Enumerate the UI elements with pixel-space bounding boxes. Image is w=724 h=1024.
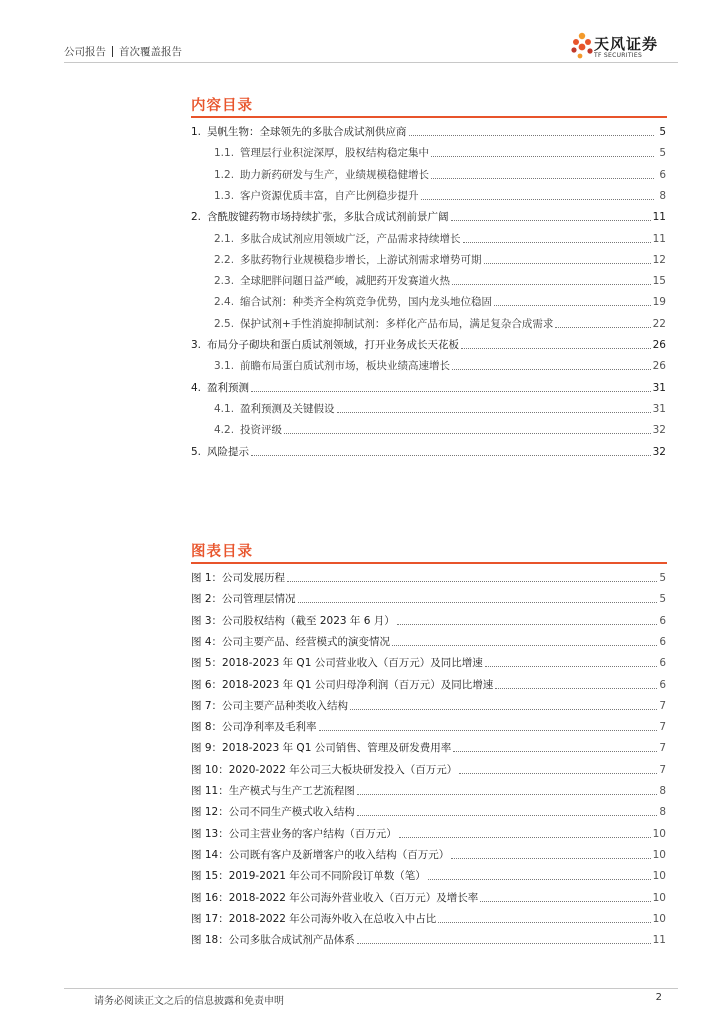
toc-item-number: 1. bbox=[191, 126, 202, 138]
figure-item-page: 5 bbox=[659, 593, 666, 606]
toc-item-number: 2.3. bbox=[214, 275, 235, 288]
toc-item[interactable] bbox=[191, 441, 666, 459]
toc-item-page: 31 bbox=[652, 381, 666, 394]
toc-item-number: 4.2. bbox=[214, 424, 235, 437]
toc-dot-leader bbox=[463, 242, 651, 243]
toc-dot-leader bbox=[251, 391, 651, 392]
figure-list-item[interactable] bbox=[191, 610, 666, 628]
figure-list-item[interactable] bbox=[191, 780, 666, 798]
footer-disclaimer: 请务必阅读正文之后的信息披露和免责申明 bbox=[94, 996, 284, 1007]
toc-item-label: 含酰胺键药物市场持续扩张，多肽合成试剂前景广阔 bbox=[207, 211, 449, 224]
toc-item-page: 5 bbox=[659, 147, 666, 160]
figure-list-item[interactable] bbox=[191, 844, 666, 862]
figure-dot-leader bbox=[357, 794, 658, 795]
figure-item-page: 6 bbox=[659, 635, 666, 648]
toc-item-number: 1.3. bbox=[214, 189, 235, 202]
toc-item-number: 2.5. bbox=[214, 317, 235, 330]
footer-divider bbox=[64, 988, 678, 989]
figure-item-label: 图 12：公司不同生产模式收入结构 bbox=[191, 806, 355, 819]
figure-item-page: 10 bbox=[652, 870, 666, 883]
toc-item-page: 32 bbox=[652, 445, 666, 458]
toc-dot-leader bbox=[555, 327, 650, 328]
figure-dot-leader bbox=[357, 943, 651, 944]
toc-item-number: 2.1. bbox=[214, 232, 235, 245]
figure-list-item[interactable] bbox=[191, 652, 666, 670]
figure-item-page: 10 bbox=[652, 827, 666, 840]
toc-dot-leader bbox=[484, 263, 651, 264]
figure-item-label: 图 17：2018-2022 年公司海外收入在总收入中占比 bbox=[191, 912, 437, 925]
toc-dot-leader bbox=[284, 433, 651, 434]
toc-item[interactable] bbox=[191, 206, 666, 224]
toc-item[interactable] bbox=[214, 270, 666, 288]
figure-item-label: 图 9：2018-2023 年 Q1 公司销售、管理及研发费用率 bbox=[191, 742, 452, 755]
toc-item-page: 31 bbox=[652, 402, 666, 415]
toc-item-label: 昊帆生物：全球领先的多肽合成试剂供应商 bbox=[207, 126, 407, 138]
figure-item-page: 10 bbox=[652, 848, 666, 861]
figure-list-item[interactable] bbox=[191, 716, 666, 734]
figure-item-label: 图 10：2020-2022 年公司三大板块研发投入（百万元） bbox=[191, 763, 458, 776]
figure-item-label: 图 13：公司主营业务的客户结构（百万元） bbox=[191, 827, 397, 840]
toc-dot-leader bbox=[494, 305, 651, 306]
figure-item-page: 8 bbox=[659, 785, 666, 797]
toc-title: 内容目录 bbox=[191, 98, 253, 114]
figure-item-label: 图 2：公司管理层情况 bbox=[191, 593, 296, 606]
figure-item-page: 6 bbox=[659, 657, 666, 670]
figure-item-label: 图 18：公司多肽合成试剂产品体系 bbox=[191, 934, 355, 947]
figure-item-label: 图 1：公司发展历程 bbox=[191, 572, 286, 584]
figure-dot-leader bbox=[459, 773, 657, 774]
toc-item-label: 多肽药物行业规模稳步增长，上游试剂需求增势可期 bbox=[240, 253, 482, 266]
toc-dot-leader bbox=[409, 135, 654, 136]
toc-item-number: 1.1. bbox=[214, 147, 235, 160]
figure-list-item[interactable] bbox=[191, 588, 666, 606]
figure-dot-leader bbox=[480, 901, 650, 902]
figure-dot-leader bbox=[350, 709, 657, 710]
toc-item[interactable] bbox=[214, 249, 666, 267]
figure-list-item[interactable] bbox=[191, 737, 666, 755]
figures-title: 图表目录 bbox=[191, 544, 253, 560]
toc-item-label: 保护试剂+手性消旋抑制试剂：多样化产品布局，满足复杂合成需求 bbox=[240, 317, 554, 330]
toc-dot-leader bbox=[452, 369, 651, 370]
figures-title-underline bbox=[191, 562, 667, 564]
header-separator bbox=[112, 46, 113, 57]
report-header-label bbox=[64, 44, 182, 59]
figure-dot-leader bbox=[428, 879, 651, 880]
toc-item-page: 26 bbox=[652, 339, 666, 351]
toc-item[interactable] bbox=[214, 291, 666, 309]
toc-item-page: 8 bbox=[659, 189, 666, 202]
figure-item-label: 图 16：2018-2022 年公司海外营业收入（百万元）及增长率 bbox=[191, 891, 479, 904]
brand-name-en: TF SECURITIES bbox=[594, 52, 643, 59]
figure-item-page: 8 bbox=[659, 806, 666, 819]
toc-item[interactable] bbox=[214, 228, 666, 246]
toc-item-page: 32 bbox=[652, 424, 666, 437]
toc-title-underline bbox=[191, 116, 667, 118]
figure-list-item[interactable] bbox=[191, 887, 666, 905]
figure-item-label: 图 8：公司净利率及毛利率 bbox=[191, 721, 317, 734]
figure-item-page: 7 bbox=[659, 699, 666, 712]
toc-item[interactable] bbox=[191, 377, 666, 395]
toc-item-label: 布局分子砌块和蛋白质试剂领域，打开业务成长天花板 bbox=[207, 339, 460, 351]
figure-item-page: 11 bbox=[652, 934, 666, 947]
toc-item-label: 盈利预测 bbox=[207, 381, 250, 394]
toc-item-label: 全球肥胖问题日益严峻，减肥药开发赛道火热 bbox=[240, 275, 451, 288]
figure-dot-leader bbox=[451, 858, 650, 859]
figure-list-item[interactable] bbox=[191, 801, 666, 819]
figure-item-page: 7 bbox=[659, 721, 666, 734]
toc-dot-leader bbox=[337, 412, 651, 413]
figure-dot-leader bbox=[392, 645, 657, 646]
toc-item-number: 2. bbox=[191, 211, 202, 224]
toc-item[interactable] bbox=[214, 164, 666, 182]
figure-list-item[interactable] bbox=[191, 759, 666, 777]
toc-item[interactable] bbox=[191, 121, 666, 139]
figure-dot-leader bbox=[399, 837, 651, 838]
toc-dot-leader bbox=[451, 220, 651, 221]
figure-dot-leader bbox=[298, 602, 658, 603]
figure-item-label: 图 5：2018-2023 年 Q1 公司营业收入（百万元）及同比增速 bbox=[191, 657, 483, 670]
toc-item-number: 2.2. bbox=[214, 253, 235, 266]
toc-item-page: 22 bbox=[652, 317, 666, 330]
toc-item-label: 缩合试剂：种类齐全构筑竞争优势，国内龙头地位稳固 bbox=[240, 296, 493, 309]
figure-item-page: 6 bbox=[659, 614, 666, 627]
figure-list-item[interactable] bbox=[191, 823, 666, 841]
figure-list-item[interactable] bbox=[191, 567, 666, 585]
toc-item[interactable] bbox=[191, 334, 666, 352]
toc-item-number: 3.1. bbox=[214, 360, 235, 373]
figure-list-item[interactable] bbox=[191, 908, 666, 926]
toc-item-number: 3. bbox=[191, 339, 202, 351]
toc-item-page: 15 bbox=[652, 275, 666, 288]
toc-dot-leader bbox=[461, 348, 651, 349]
toc-item-label: 投资评级 bbox=[240, 424, 283, 437]
figure-item-page: 5 bbox=[659, 572, 666, 584]
figure-dot-leader bbox=[453, 751, 657, 752]
toc-item[interactable] bbox=[214, 398, 666, 416]
toc-item-page: 11 bbox=[652, 211, 666, 224]
figure-list-item[interactable] bbox=[191, 865, 666, 883]
figure-list-item[interactable] bbox=[191, 631, 666, 649]
figure-item-page: 6 bbox=[659, 678, 666, 691]
toc-dot-leader bbox=[431, 178, 654, 179]
toc-item-label: 多肽合成试剂应用领域广泛，产品需求持续增长 bbox=[240, 232, 461, 245]
figure-item-label: 图 15：2019-2021 年公司不同阶段订单数（笔） bbox=[191, 870, 426, 883]
figure-item-label: 图 7：公司主要产品种类收入结构 bbox=[191, 699, 349, 712]
toc-item[interactable] bbox=[214, 419, 666, 437]
toc-item[interactable] bbox=[214, 355, 666, 373]
toc-item-page: 5 bbox=[659, 126, 666, 138]
figure-item-label: 图 3：公司股权结构（截至 2023 年 6 月） bbox=[191, 614, 395, 627]
figure-item-label: 图 6：2018-2023 年 Q1 公司归母净利润（百万元）及同比增速 bbox=[191, 678, 494, 691]
toc-item-label: 风险提示 bbox=[207, 445, 250, 458]
toc-dot-leader bbox=[251, 455, 651, 456]
toc-item-page: 26 bbox=[652, 360, 666, 373]
toc-item-label: 客户资源优质丰富，自产比例稳步提升 bbox=[240, 189, 419, 202]
figure-dot-leader bbox=[495, 688, 657, 689]
toc-item-number: 2.4. bbox=[214, 296, 235, 309]
toc-item-page: 12 bbox=[652, 253, 666, 266]
figure-item-label: 图 4：公司主要产品、经营模式的演变情况 bbox=[191, 635, 391, 648]
toc-item-page: 11 bbox=[652, 232, 666, 245]
toc-dot-leader bbox=[431, 156, 654, 157]
figure-item-page: 10 bbox=[652, 912, 666, 925]
toc-item[interactable] bbox=[214, 142, 666, 160]
figure-dot-leader bbox=[287, 581, 657, 582]
figure-dot-leader bbox=[319, 730, 658, 731]
header-divider bbox=[64, 62, 678, 63]
toc-item-label: 助力新药研发与生产，业绩规模稳健增长 bbox=[240, 168, 430, 181]
figure-list-item[interactable] bbox=[191, 674, 666, 692]
figure-list-item[interactable] bbox=[191, 695, 666, 713]
footer-page-number: 2 bbox=[655, 992, 662, 1003]
figure-item-label: 图 14：公司既有客户及新增客户的收入结构（百万元） bbox=[191, 848, 450, 861]
figure-item-page: 10 bbox=[652, 891, 666, 904]
toc-item-label: 盈利预测及关键假设 bbox=[240, 402, 335, 415]
report-subtype: 首次覆盖报告 bbox=[119, 46, 182, 58]
toc-item-number: 1.2. bbox=[214, 168, 235, 181]
figure-item-page: 7 bbox=[659, 763, 666, 776]
figure-dot-leader bbox=[485, 666, 658, 667]
toc-item-number: 5. bbox=[191, 445, 202, 458]
figure-dot-leader bbox=[357, 815, 658, 816]
toc-item-label: 管理层行业积淀深厚，股权结构稳定集中 bbox=[240, 147, 430, 160]
toc-dot-leader bbox=[452, 284, 651, 285]
toc-item-page: 19 bbox=[652, 296, 666, 309]
figure-dot-leader bbox=[397, 624, 658, 625]
toc-item-number: 4. bbox=[191, 381, 202, 394]
figure-list-item[interactable] bbox=[191, 929, 666, 947]
toc-dot-leader bbox=[421, 199, 654, 200]
toc-item-page: 6 bbox=[659, 168, 666, 181]
figure-item-page: 7 bbox=[659, 742, 666, 755]
figure-item-label: 图 11：生产模式与生产工艺流程图 bbox=[191, 785, 355, 797]
figure-dot-leader bbox=[438, 922, 650, 923]
toc-item[interactable] bbox=[214, 185, 666, 203]
toc-item[interactable] bbox=[214, 313, 666, 331]
toc-item-number: 4.1. bbox=[214, 402, 235, 415]
toc-item-label: 前瞻布局蛋白质试剂市场，板块业绩高速增长 bbox=[240, 360, 451, 373]
brand-name-cn: 天风证券 bbox=[594, 35, 659, 53]
report-type: 公司报告 bbox=[64, 46, 106, 58]
